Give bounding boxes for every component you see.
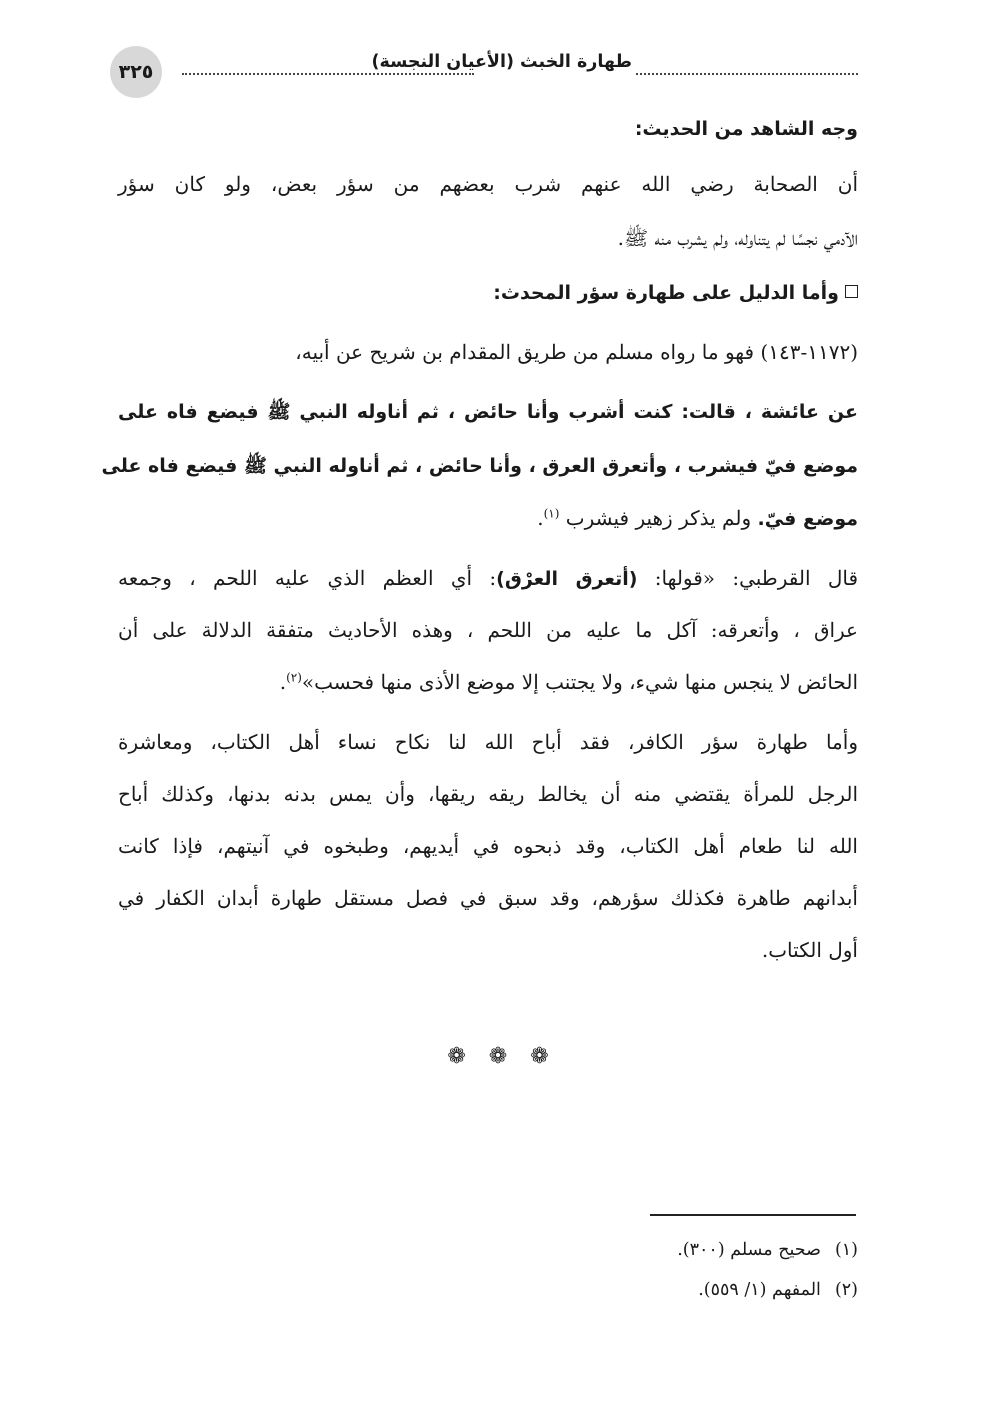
section-heading xyxy=(493,282,858,304)
header-dotted-leader-right xyxy=(636,73,858,75)
quote-bold-term: (أتعرق العرْق) xyxy=(496,568,638,590)
quote-text: الحائض لا ينجس منها شيء، ولا يجتنب إلا موضع الأذى منها فحسب» xyxy=(301,670,858,694)
footnote-ref: (٢) xyxy=(286,670,302,685)
footnote-text: المفهم (١/ ٥٥٩). xyxy=(698,1280,821,1300)
hadith-text-line: عن عائشة ، قالت: كنت أشرب وأنا حائض ، ثم أناوله النبي ﷺ فيضع فاه على xyxy=(118,401,858,423)
footnote-divider xyxy=(650,1214,856,1216)
header-dotted-leader-left xyxy=(182,73,474,75)
hadith-bold-fragment: موضع فيّ. xyxy=(757,508,858,530)
footnote-number: (٢) xyxy=(834,1280,858,1300)
page-number: ٣٢٥ xyxy=(110,46,162,98)
body-text-line: الله لنا طعام أهل الكتاب، وقد ذبحوه في أيديهم، وطبخوه في آنيتهم، فإذا كانت xyxy=(118,834,858,858)
punctuation: . xyxy=(537,506,544,530)
quote-line: عراق ، وأتعرقه: آكل ما عليه من اللحم ، وهذه الأحاديث متفقة الدلالة على أن xyxy=(118,618,858,642)
hadith-text-line: موضع فيّ فيشرب ، وأتعرق العرق ، وأنا حائض ، ثم أناوله النبي ﷺ فيضع فاه على xyxy=(101,455,858,477)
footnote xyxy=(698,1280,858,1300)
running-title: طهارة الخبث (الأعيان النجسة) xyxy=(371,52,632,72)
footnote xyxy=(677,1240,858,1260)
hadith-text-line xyxy=(537,506,858,530)
body-text-line: أبدانهم طاهرة فكذلك سؤرهم، وقد سبق في فصل مستقل طهارة أبدان الكفار في xyxy=(118,886,858,910)
punctuation: . xyxy=(279,670,287,694)
footnote-text: صحيح مسلم (٣٠٠). xyxy=(677,1240,821,1260)
hadith-note: ولم يذكر زهير فيشرب xyxy=(565,506,758,530)
section-subheading: وجه الشاهد من الحديث: xyxy=(634,118,858,140)
body-text-line: أول الكتاب. xyxy=(761,938,858,962)
hadith-intro: (١١٧٢-١٤٣) فهو ما رواه مسلم من طريق المقدام بن شريح عن أبيه، xyxy=(295,340,858,364)
body-text-line: الرجل للمرأة يقتضي منه أن يخالط ريقه ريقها، وأن يمس بدنه بدنها، وكذلك أباح xyxy=(118,782,858,806)
quote-text: قال القرطبي: «قولها: xyxy=(637,566,859,590)
page-header xyxy=(110,46,858,98)
body-text-line: الآدمي نجسًا لم يتناوله، ولم يشرب منه ﷺ. xyxy=(617,226,858,250)
quote-text: : أي العظم الذي عليه اللحم ، وجمعه xyxy=(118,566,497,590)
quote-line xyxy=(118,566,858,590)
footnote-number: (١) xyxy=(834,1240,858,1260)
section-heading-text: وأما الدليل على طهارة سؤر المحدث: xyxy=(493,282,839,304)
body-text-line: وأما طهارة سؤر الكافر، فقد أباح الله لنا نكاح نساء أهل الكتاب، ومعاشرة xyxy=(118,730,858,754)
section-end-ornament: ❁ ❁ ❁ xyxy=(447,1044,557,1069)
checkbox-square-icon xyxy=(845,285,858,298)
footnote-ref: (١) xyxy=(543,506,560,521)
body-text-line: أن الصحابة رضي الله عنهم شرب بعضهم من سؤر بعض، ولو كان سؤر xyxy=(118,172,858,196)
quote-line xyxy=(280,670,858,694)
